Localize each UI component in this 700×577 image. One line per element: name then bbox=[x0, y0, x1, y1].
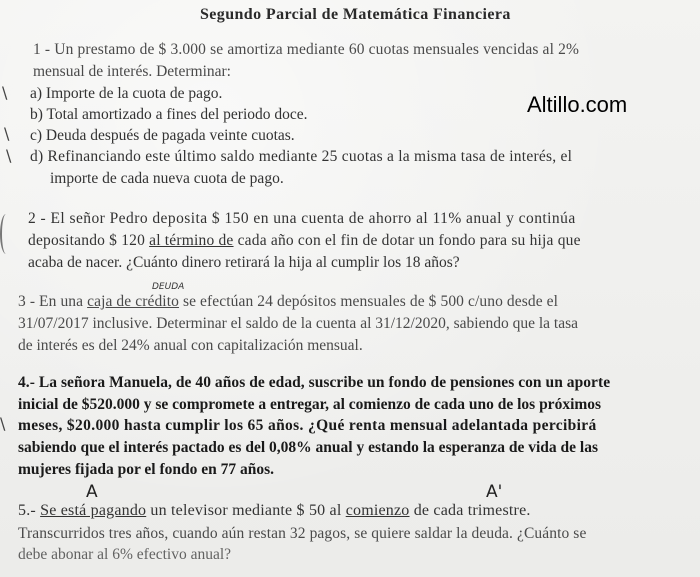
question-5-text: 5.- bbox=[18, 502, 41, 519]
question-4-line-5: mujeres fijada por el fondo en 77 años. bbox=[18, 461, 275, 478]
question-2-line-3: acaba de nacer. ¿Cuánto dinero retirará la hija al cumplir los 18 años? bbox=[28, 254, 460, 271]
question-4-line-2: inicial de $520.000 y se compromete a entregar, al comienzo de cada uno de los próximos bbox=[18, 396, 602, 413]
question-5-line-2: Transcurridos tres años, cuando aún restan 32 pagos, se quiere saldar la deuda. ¿Cuánto se bbox=[18, 525, 587, 542]
margin-mark: \ bbox=[6, 146, 12, 165]
question-3-line-2: 31/07/2017 inclusive. Determinar el saldo de la cuenta al 31/12/2020, sabiendo que la tasa bbox=[18, 315, 578, 332]
margin-bracket bbox=[0, 214, 12, 254]
question-4-line-4: sabiendo que el interés pactado es del 0,08% anual y estando la esperanza de vida de las bbox=[18, 439, 598, 456]
question-5-underlined-text: Se está pagando bbox=[40, 502, 147, 519]
question-5-line-3: debe abonar al 6% efectivo anual? bbox=[18, 546, 232, 563]
margin-mark: \ bbox=[0, 414, 6, 433]
question-2-text: cada año con el fin de dotar un fondo para su hija que bbox=[233, 232, 581, 249]
question-1-item-a: a) Importe de la cuota de pago. bbox=[30, 85, 223, 102]
handwritten-mark: A' bbox=[486, 482, 503, 502]
question-2-line-1: 2 - El señor Pedro deposita $ 150 en una cuenta de ahorro al 11% anual y continúa bbox=[28, 210, 576, 227]
exam-title: Segundo Parcial de Matemática Financiera bbox=[200, 6, 511, 23]
question-3-line-3: de interés es del 24% anual con capitalización mensual. bbox=[18, 337, 363, 354]
question-5-text: de cada trimestre. bbox=[409, 502, 531, 519]
question-2-line-2 bbox=[28, 232, 581, 250]
question-3-line-1 bbox=[18, 293, 558, 311]
question-5-line-1 bbox=[18, 502, 531, 520]
question-1-line-2: mensual de interés. Determinar: bbox=[33, 63, 231, 80]
margin-mark: \ bbox=[2, 83, 8, 102]
question-1-item-b: b) Total amortizado a fines del periodo doce. bbox=[30, 106, 308, 123]
question-4-line-1: 4.- La señora Manuela, de 40 años de edad, suscribe un fondo de pensiones con un aporte bbox=[18, 374, 611, 391]
question-3-text: 3 - En una bbox=[18, 293, 88, 310]
question-3-underlined-text: caja de crédito bbox=[87, 293, 179, 310]
watermark: Altillo.com bbox=[527, 92, 628, 117]
margin-mark: \ bbox=[4, 124, 10, 143]
question-2-underlined-text: al término de bbox=[149, 232, 234, 249]
question-4-line-3: meses, $20.000 hasta cumplir los 65 años. ¿Qué renta mensual adelantada percibirá bbox=[18, 417, 597, 434]
question-1-line-1: 1 - Un prestamo de $ 3.000 se amortiza mediante 60 cuotas mensuales vencidas al 2% bbox=[33, 41, 580, 58]
question-5-text: un televisor mediante $ 50 al bbox=[146, 502, 346, 519]
question-1-item-d-line-1: d) Refinanciando este último saldo mediante 25 cuotas a la misma tasa de interés, el bbox=[30, 148, 573, 165]
question-3-text: se efectúan 24 depósitos mensuales de $ 500 c/uno desde el bbox=[178, 293, 559, 310]
question-1-item-d-line-2: importe de cada nueva cuota de pago. bbox=[50, 170, 284, 187]
handwritten-mark: A bbox=[86, 482, 98, 502]
question-2-text: depositando $ 120 bbox=[28, 232, 150, 249]
question-1-item-c: c) Deuda después de pagada veinte cuotas. bbox=[30, 127, 295, 144]
handwritten-annotation: DEUDA bbox=[152, 282, 185, 292]
question-5-underlined-text: comienzo bbox=[345, 502, 410, 519]
